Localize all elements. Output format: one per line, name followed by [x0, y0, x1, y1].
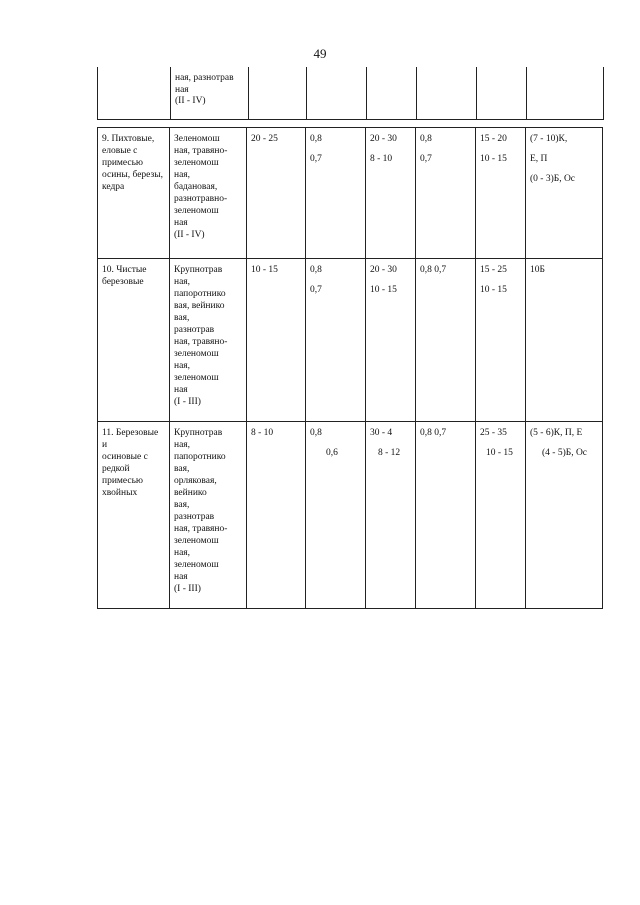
value-secondary: 10 - 15: [480, 285, 507, 295]
forest-types-cell: Зеленомош ная, травяно- зеленомош ная, бадановая, разнотравно- зеленомош ная (II - IV): [170, 128, 247, 259]
column-divider: [306, 67, 307, 119]
value-secondary: 10 - 15: [370, 285, 397, 295]
value-secondary: 10 - 15: [480, 154, 507, 164]
table-row: [98, 259, 603, 422]
stand-name-cell: 11. Березовые и осиновые с редкой примесью хвойных: [98, 422, 170, 609]
composition-cell: [526, 128, 603, 259]
column-divider: [526, 67, 527, 119]
table-row: [98, 422, 603, 609]
value-primary: 0,8 0,7: [420, 428, 447, 438]
page-number: 49: [313, 46, 327, 61]
forest-table: [97, 127, 603, 609]
years-cell: [366, 259, 416, 422]
continuation-forest-type-text: ная, разнотрав ная (II - IV): [175, 73, 234, 106]
value-secondary: 10 - 15: [486, 448, 513, 458]
value-secondary: 0,7: [310, 285, 322, 295]
years-cell-2: [476, 422, 526, 609]
density-cell: [306, 259, 366, 422]
value-primary: 25 - 35: [480, 428, 507, 438]
value-primary: 0,8 0,7: [420, 265, 447, 275]
table-continuation: [97, 67, 604, 120]
value-primary: 20 - 30: [370, 265, 397, 275]
value-primary: 0,8: [310, 428, 322, 438]
value-primary: 10Б: [530, 265, 545, 275]
continuation-forest-type-cell: [170, 67, 249, 119]
value-secondary: 0,6: [326, 448, 338, 458]
density-cell: [306, 128, 366, 259]
column-divider: [366, 67, 367, 119]
stand-name-cell: 10. Чистые березовые: [98, 259, 170, 422]
value-secondary: (4 - 5)Б, Ос: [542, 448, 588, 458]
composition-cell: [526, 422, 603, 609]
age-cell: 20 - 25: [247, 128, 306, 259]
value-primary: 0,8: [310, 265, 322, 275]
density-cell-2: [416, 259, 476, 422]
value-tertiary: (0 - 3)Б, Ос: [530, 174, 576, 184]
density-cell-2: [416, 422, 476, 609]
forest-types-cell: Крупнотрав ная, папоротнико вая, вейнико вая, разнотрав ная, травяно- зеленомош ная, зеленомош ная (I - III): [170, 259, 247, 422]
value-primary: 0,8: [420, 134, 432, 144]
years-cell-2: [476, 128, 526, 259]
column-divider: [476, 67, 477, 119]
value-primary: 30 - 4: [370, 428, 393, 438]
table-row: [98, 128, 603, 259]
value-secondary: 0,7: [310, 154, 322, 164]
value-secondary: 8 - 10: [370, 154, 393, 164]
value-secondary: 0,7: [420, 154, 432, 164]
stand-name-cell: 9. Пихтовые, еловые с примесью осины, березы, кедра: [98, 128, 170, 259]
years-cell-2: [476, 259, 526, 422]
column-divider: [416, 67, 417, 119]
value-primary: 20 - 30: [370, 134, 397, 144]
years-cell: [366, 128, 416, 259]
value-primary: (5 - 6)К, П, Е: [530, 428, 583, 438]
value-primary: 15 - 20: [480, 134, 507, 144]
age-cell: 10 - 15: [247, 259, 306, 422]
density-cell: [306, 422, 366, 609]
years-cell: [366, 422, 416, 609]
density-cell-2: [416, 128, 476, 259]
value-primary: (7 - 10)К,: [530, 134, 568, 144]
value-secondary: Е, П: [530, 154, 548, 164]
value-secondary: 8 - 12: [378, 448, 401, 458]
age-cell: 8 - 10: [247, 422, 306, 609]
composition-cell: [526, 259, 603, 422]
forest-types-cell: Крупнотрав ная, папоротнико вая, орляковая, вейнико вая, разнотрав ная, травяно- зеленомош ная, зеленомош ная (I - III): [170, 422, 247, 609]
value-primary: 0,8: [310, 134, 322, 144]
value-primary: 15 - 25: [480, 265, 507, 275]
